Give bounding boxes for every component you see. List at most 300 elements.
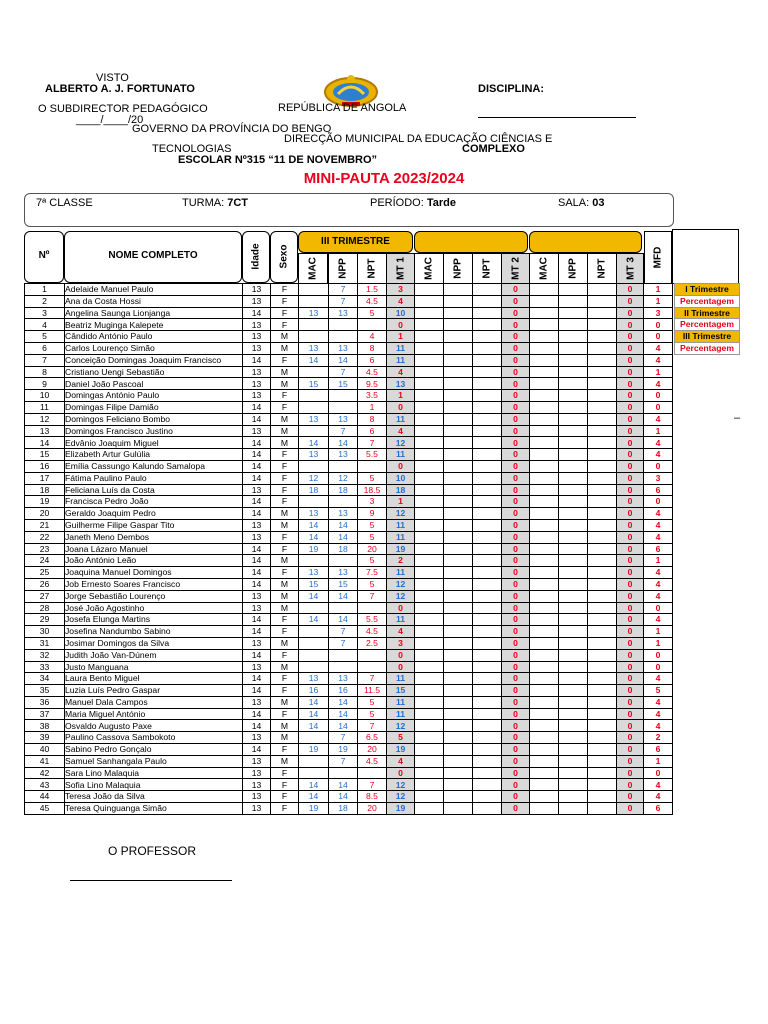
- npt-3-cell: [588, 685, 617, 697]
- npt-3-cell: [588, 425, 617, 437]
- mac-2-cell: [415, 425, 444, 437]
- mac-1-cell: [299, 649, 329, 661]
- mac-3-cell: [530, 543, 559, 555]
- mt3-cell: 0: [617, 413, 644, 425]
- mt2-cell: 0: [502, 626, 530, 638]
- mt1-cell: 11: [387, 354, 415, 366]
- npt-3-cell: [588, 531, 617, 543]
- student-number: 33: [25, 661, 65, 673]
- student-name: Fátima Paulino Paulo: [65, 472, 243, 484]
- mac-2-cell: [415, 472, 444, 484]
- trimester-1-header: III TRIMESTRE: [298, 231, 413, 253]
- npt-1-cell: 4.5: [358, 295, 387, 307]
- mac-3-cell: [530, 519, 559, 531]
- table-row: [25, 390, 673, 402]
- student-name: Domingas António Paulo: [65, 390, 243, 402]
- student-age: 14: [243, 543, 271, 555]
- mfd-cell: 4: [644, 437, 673, 449]
- trimester-2-header: [414, 231, 528, 253]
- student-age: 14: [243, 673, 271, 685]
- table-row: [25, 732, 673, 744]
- mt1-cell: 1: [387, 496, 415, 508]
- student-name: Sabino Pedro Gonçalo: [65, 744, 243, 756]
- mt2-cell: 0: [502, 472, 530, 484]
- mt3-cell: 0: [617, 673, 644, 685]
- mfd-cell: 0: [644, 390, 673, 402]
- mac-3-cell: [530, 767, 559, 779]
- npp-2-cell: [444, 508, 473, 520]
- legend-item: II Trimestre: [674, 307, 740, 320]
- mac-3-cell: [530, 508, 559, 520]
- mt1-cell: 0: [387, 460, 415, 472]
- npt-2-cell: [473, 390, 502, 402]
- mt1-cell: 19: [387, 543, 415, 555]
- mt1-cell: 11: [387, 342, 415, 354]
- mac-3-cell: [530, 354, 559, 366]
- mfd-cell: 4: [644, 614, 673, 626]
- npp-1-cell: 7: [329, 626, 358, 638]
- header-npt-2: NPT: [472, 253, 502, 284]
- mac-2-cell: [415, 649, 444, 661]
- mt1-cell: 12: [387, 720, 415, 732]
- mac-3-cell: [530, 472, 559, 484]
- header-npp-3: NPP: [558, 253, 588, 284]
- npp-2-cell: [444, 578, 473, 590]
- student-name: Osvaldo Augusto Paxe: [65, 720, 243, 732]
- npp-2-cell: [444, 614, 473, 626]
- student-age: 13: [243, 779, 271, 791]
- npt-3-cell: [588, 449, 617, 461]
- npp-2-cell: [444, 437, 473, 449]
- student-age: 13: [243, 425, 271, 437]
- npp-1-cell: 14: [329, 708, 358, 720]
- mac-2-cell: [415, 531, 444, 543]
- mac-2-cell: [415, 413, 444, 425]
- npp-1-cell: 13: [329, 673, 358, 685]
- trimester-3-header: [529, 231, 642, 253]
- npp-2-cell: [444, 732, 473, 744]
- mfd-cell: 1: [644, 425, 673, 437]
- npp-2-cell: [444, 767, 473, 779]
- mfd-cell: 4: [644, 779, 673, 791]
- header-mt1: MT 1: [386, 253, 415, 284]
- npt-2-cell: [473, 496, 502, 508]
- student-name: Samuel Sanhangala Paulo: [65, 755, 243, 767]
- student-age: 13: [243, 602, 271, 614]
- mac-2-cell: [415, 342, 444, 354]
- mt2-cell: 0: [502, 401, 530, 413]
- npt-1-cell: 4.5: [358, 755, 387, 767]
- mt3-cell: 0: [617, 307, 644, 319]
- table-row: [25, 637, 673, 649]
- npp-1-cell: 7: [329, 425, 358, 437]
- npp-1-cell: 15: [329, 578, 358, 590]
- mac-2-cell: [415, 637, 444, 649]
- student-name: Daniel João Pascoal: [65, 378, 243, 390]
- npt-2-cell: [473, 531, 502, 543]
- mfd-cell: 5: [644, 685, 673, 697]
- mfd-cell: 0: [644, 319, 673, 331]
- mac-1-cell: 14: [299, 354, 329, 366]
- table-row: [25, 401, 673, 413]
- npt-2-cell: [473, 378, 502, 390]
- npp-1-cell: 7: [329, 732, 358, 744]
- npp-1-cell: 14: [329, 614, 358, 626]
- mfd-cell: 0: [644, 602, 673, 614]
- mac-3-cell: [530, 413, 559, 425]
- mac-3-cell: [530, 755, 559, 767]
- mac-1-cell: [299, 319, 329, 331]
- table-row: [25, 284, 673, 296]
- npp-2-cell: [444, 449, 473, 461]
- npp-3-cell: [559, 449, 588, 461]
- mac-1-cell: 14: [299, 614, 329, 626]
- table-row: [25, 614, 673, 626]
- mac-2-cell: [415, 744, 444, 756]
- student-sex: M: [271, 331, 299, 343]
- npp-2-cell: [444, 284, 473, 296]
- student-name: Feliciana Luís da Costa: [65, 484, 243, 496]
- mfd-cell: 0: [644, 496, 673, 508]
- student-age: 14: [243, 685, 271, 697]
- student-sex: M: [271, 696, 299, 708]
- mt3-cell: 0: [617, 755, 644, 767]
- student-number: 26: [25, 578, 65, 590]
- student-name: Carlos Lourenço Simão: [65, 342, 243, 354]
- mac-3-cell: [530, 720, 559, 732]
- npt-2-cell: [473, 590, 502, 602]
- mac-2-cell: [415, 401, 444, 413]
- mac-3-cell: [530, 685, 559, 697]
- npt-2-cell: [473, 319, 502, 331]
- mt2-cell: 0: [502, 696, 530, 708]
- npt-2-cell: [473, 614, 502, 626]
- mac-2-cell: [415, 590, 444, 602]
- student-number: 3: [25, 307, 65, 319]
- npt-2-cell: [473, 437, 502, 449]
- npt-3-cell: [588, 567, 617, 579]
- mac-1-cell: 12: [299, 472, 329, 484]
- mt1-cell: 5: [387, 732, 415, 744]
- student-age: 14: [243, 354, 271, 366]
- mfd-cell: 4: [644, 791, 673, 803]
- mfd-cell: 1: [644, 295, 673, 307]
- npp-2-cell: [444, 519, 473, 531]
- professor-label: O PROFESSOR: [108, 844, 197, 858]
- mt1-cell: 4: [387, 755, 415, 767]
- student-name: Teresa Quinguanga Simão: [65, 803, 243, 815]
- student-number: 11: [25, 401, 65, 413]
- mac-2-cell: [415, 567, 444, 579]
- province-label: GOVERNO DA PROVÍNCIA DO BENGO: [132, 123, 332, 135]
- visto-label: VISTO: [96, 72, 129, 84]
- npp-1-cell: 13: [329, 342, 358, 354]
- student-number: 41: [25, 755, 65, 767]
- mt3-cell: 0: [617, 390, 644, 402]
- mac-3-cell: [530, 496, 559, 508]
- student-number: 8: [25, 366, 65, 378]
- student-name: Angelina Saunga Lionjanga: [65, 307, 243, 319]
- student-name: Ana da Costa Hossi: [65, 295, 243, 307]
- mt1-cell: 1: [387, 331, 415, 343]
- mac-1-cell: [299, 661, 329, 673]
- npp-2-cell: [444, 720, 473, 732]
- table-row: [25, 685, 673, 697]
- mt1-cell: 10: [387, 307, 415, 319]
- npp-1-cell: [329, 319, 358, 331]
- npp-1-cell: 14: [329, 720, 358, 732]
- mt1-cell: 11: [387, 519, 415, 531]
- npt-2-cell: [473, 460, 502, 472]
- mac-2-cell: [415, 319, 444, 331]
- npt-1-cell: 7: [358, 437, 387, 449]
- npp-2-cell: [444, 425, 473, 437]
- mt1-cell: 0: [387, 661, 415, 673]
- npp-2-cell: [444, 637, 473, 649]
- legend-item: I Trimestre: [674, 283, 740, 296]
- npt-2-cell: [473, 508, 502, 520]
- npp-1-cell: 7: [329, 637, 358, 649]
- student-number: 12: [25, 413, 65, 425]
- npt-2-cell: [473, 626, 502, 638]
- npt-1-cell: 5: [358, 696, 387, 708]
- npt-3-cell: [588, 543, 617, 555]
- mt3-cell: 0: [617, 331, 644, 343]
- student-age: 13: [243, 390, 271, 402]
- mt1-cell: 12: [387, 791, 415, 803]
- npp-1-cell: 18: [329, 484, 358, 496]
- student-sex: M: [271, 437, 299, 449]
- mt3-cell: 0: [617, 460, 644, 472]
- npp-1-cell: 14: [329, 354, 358, 366]
- mac-1-cell: [299, 295, 329, 307]
- subdirector-name: ALBERTO A. J. FORTUNATO: [45, 83, 195, 95]
- mac-3-cell: [530, 401, 559, 413]
- student-sex: F: [271, 744, 299, 756]
- npp-3-cell: [559, 567, 588, 579]
- header-mt3: MT 3: [616, 253, 644, 284]
- mac-1-cell: 14: [299, 531, 329, 543]
- npt-2-cell: [473, 744, 502, 756]
- student-age: 13: [243, 791, 271, 803]
- npp-2-cell: [444, 661, 473, 673]
- npp-2-cell: [444, 567, 473, 579]
- npt-3-cell: [588, 649, 617, 661]
- mac-3-cell: [530, 803, 559, 815]
- npt-1-cell: 4.5: [358, 366, 387, 378]
- header-mac-3: MAC: [529, 253, 559, 284]
- npt-2-cell: [473, 755, 502, 767]
- student-age: 14: [243, 460, 271, 472]
- npp-3-cell: [559, 779, 588, 791]
- student-age: 13: [243, 696, 271, 708]
- npt-1-cell: 8: [358, 342, 387, 354]
- directorate-label: DIRECÇÃO MUNICIPAL DA EDUCAÇÃO CIÊNCIAS E: [284, 133, 553, 145]
- mfd-cell: 0: [644, 661, 673, 673]
- student-age: 14: [243, 449, 271, 461]
- mac-3-cell: [530, 378, 559, 390]
- student-age: 13: [243, 378, 271, 390]
- table-row: [25, 567, 673, 579]
- mt1-cell: 11: [387, 673, 415, 685]
- mac-3-cell: [530, 637, 559, 649]
- npt-1-cell: 8.5: [358, 791, 387, 803]
- npt-3-cell: [588, 460, 617, 472]
- header-mfd: MFD: [644, 231, 672, 284]
- mfd-cell: 6: [644, 543, 673, 555]
- student-number: 30: [25, 626, 65, 638]
- npp-3-cell: [559, 708, 588, 720]
- npp-2-cell: [444, 696, 473, 708]
- mt3-cell: 0: [617, 401, 644, 413]
- student-name: Domingos Feliciano Bombo: [65, 413, 243, 425]
- npt-2-cell: [473, 307, 502, 319]
- mac-1-cell: [299, 626, 329, 638]
- table-row: [25, 626, 673, 638]
- mt3-cell: 0: [617, 637, 644, 649]
- npt-2-cell: [473, 295, 502, 307]
- mfd-cell: 3: [644, 472, 673, 484]
- table-row: [25, 378, 673, 390]
- npt-3-cell: [588, 661, 617, 673]
- mt3-cell: 0: [617, 578, 644, 590]
- mac-3-cell: [530, 331, 559, 343]
- npp-1-cell: [329, 649, 358, 661]
- student-number: 5: [25, 331, 65, 343]
- npt-1-cell: [358, 649, 387, 661]
- npt-2-cell: [473, 425, 502, 437]
- mt3-cell: 0: [617, 602, 644, 614]
- npp-2-cell: [444, 755, 473, 767]
- npt-3-cell: [588, 578, 617, 590]
- student-age: 14: [243, 567, 271, 579]
- student-age: 13: [243, 732, 271, 744]
- table-row: [25, 484, 673, 496]
- npp-3-cell: [559, 649, 588, 661]
- student-name: Paulino Cassova Sambokoto: [65, 732, 243, 744]
- mac-3-cell: [530, 484, 559, 496]
- mt1-cell: 11: [387, 531, 415, 543]
- mac-2-cell: [415, 354, 444, 366]
- student-number: 1: [25, 284, 65, 296]
- npt-1-cell: 20: [358, 803, 387, 815]
- npp-2-cell: [444, 649, 473, 661]
- mac-1-cell: 13: [299, 673, 329, 685]
- mfd-cell: 4: [644, 720, 673, 732]
- mt2-cell: 0: [502, 590, 530, 602]
- mt1-cell: 19: [387, 744, 415, 756]
- npp-2-cell: [444, 543, 473, 555]
- npt-3-cell: [588, 590, 617, 602]
- student-name: Edvânio Joaquim Miguel: [65, 437, 243, 449]
- student-number: 25: [25, 567, 65, 579]
- npt-1-cell: 6: [358, 425, 387, 437]
- student-number: 22: [25, 531, 65, 543]
- mt3-cell: 0: [617, 661, 644, 673]
- mac-1-cell: [299, 767, 329, 779]
- student-number: 43: [25, 779, 65, 791]
- npp-2-cell: [444, 779, 473, 791]
- student-number: 29: [25, 614, 65, 626]
- npt-3-cell: [588, 378, 617, 390]
- tecnologias-label: TECNOLOGIAS: [152, 143, 232, 155]
- npt-2-cell: [473, 602, 502, 614]
- npp-2-cell: [444, 555, 473, 567]
- mac-2-cell: [415, 791, 444, 803]
- periodo-label: PERÍODO: Tarde: [370, 197, 456, 209]
- npt-3-cell: [588, 342, 617, 354]
- npt-2-cell: [473, 696, 502, 708]
- table-row: [25, 319, 673, 331]
- student-age: 14: [243, 626, 271, 638]
- mfd-cell: 0: [644, 649, 673, 661]
- npp-1-cell: [329, 331, 358, 343]
- student-age: 13: [243, 531, 271, 543]
- student-age: 14: [243, 307, 271, 319]
- mt3-cell: 0: [617, 767, 644, 779]
- student-age: 13: [243, 767, 271, 779]
- header-mac-2: MAC: [414, 253, 444, 284]
- mac-2-cell: [415, 390, 444, 402]
- student-age: 14: [243, 508, 271, 520]
- mt3-cell: 0: [617, 626, 644, 638]
- mt1-cell: 11: [387, 614, 415, 626]
- student-number: 17: [25, 472, 65, 484]
- npp-3-cell: [559, 803, 588, 815]
- mac-2-cell: [415, 449, 444, 461]
- student-name: Beatriz Muginga Kalepete: [65, 319, 243, 331]
- mac-3-cell: [530, 649, 559, 661]
- npt-1-cell: 4: [358, 331, 387, 343]
- mt1-cell: 11: [387, 449, 415, 461]
- npp-1-cell: 14: [329, 531, 358, 543]
- mac-1-cell: 14: [299, 519, 329, 531]
- npt-1-cell: 6: [358, 354, 387, 366]
- npp-3-cell: [559, 472, 588, 484]
- npt-3-cell: [588, 708, 617, 720]
- npt-1-cell: 20: [358, 744, 387, 756]
- mt3-cell: 0: [617, 284, 644, 296]
- mac-1-cell: 15: [299, 578, 329, 590]
- npt-3-cell: [588, 331, 617, 343]
- npp-2-cell: [444, 378, 473, 390]
- student-name: Domingas Filipe Damião: [65, 401, 243, 413]
- student-age: 13: [243, 284, 271, 296]
- npp-3-cell: [559, 319, 588, 331]
- mac-1-cell: 14: [299, 590, 329, 602]
- mfd-cell: 4: [644, 696, 673, 708]
- student-name: Josefina Nandumbo Sabino: [65, 626, 243, 638]
- student-age: 14: [243, 437, 271, 449]
- student-age: 13: [243, 366, 271, 378]
- npt-3-cell: [588, 602, 617, 614]
- npp-3-cell: [559, 755, 588, 767]
- mfd-cell: 0: [644, 401, 673, 413]
- npp-3-cell: [559, 508, 588, 520]
- mfd-cell: 3: [644, 307, 673, 319]
- mt3-cell: 0: [617, 366, 644, 378]
- student-age: 13: [243, 319, 271, 331]
- npt-1-cell: [358, 460, 387, 472]
- npt-3-cell: [588, 673, 617, 685]
- student-sex: F: [271, 472, 299, 484]
- mfd-cell: 2: [644, 732, 673, 744]
- student-name: Job Ernesto Soares Francisco: [65, 578, 243, 590]
- npp-1-cell: 18: [329, 543, 358, 555]
- mac-1-cell: 14: [299, 779, 329, 791]
- mt2-cell: 0: [502, 685, 530, 697]
- table-row: [25, 342, 673, 354]
